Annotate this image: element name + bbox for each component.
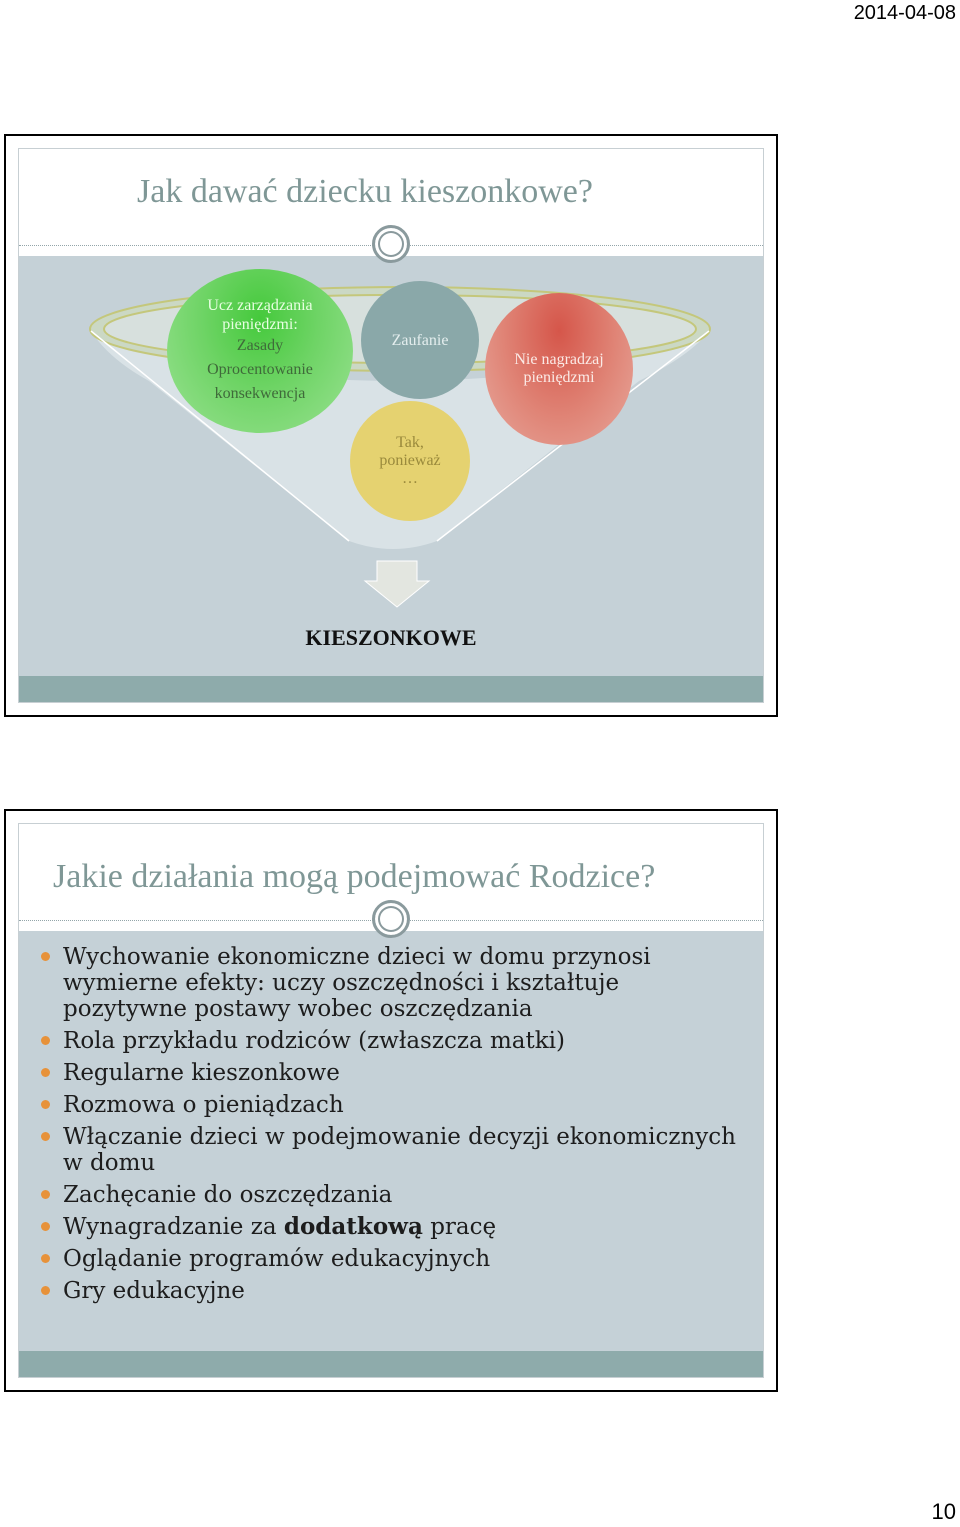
slide-1 [4,134,778,717]
slide-1-frame [18,148,764,703]
slide-1-title: Jak dawać dziecku kieszonkowe? [137,173,593,210]
list-item-text: Wynagradzanie za [63,1214,277,1240]
circle-no-money-reward [485,293,633,445]
list-item: Oglądanie programów edukacyjnych [41,1246,743,1272]
title-ring-ornament [372,225,410,263]
circle-trust [361,281,479,399]
list-item-emphasis: dodatkową [283,1213,423,1240]
slide-2-frame [18,823,764,1378]
list-item: Zachęcanie do oszczędzania [41,1182,743,1208]
list-item: Rola przykładu rodziców (zwłaszcza matki) [41,1028,743,1054]
circle-manage-money-line: konsekwencja [214,385,306,402]
slide-2 [4,809,778,1392]
circle-no-money-reward-label: Nie nagradzaj pieniędzmi [514,351,604,386]
down-arrow [365,561,429,607]
slide-2-footer-band [19,1351,763,1377]
list-item: Rozmowa o pieniądzach [41,1092,743,1118]
list-item: Wychowanie ekonomiczne dzieci w domu przynosi wymierne efekty: uczy oszczędności i kształtuje pozytywne postawy wobec oszczędzania [41,944,743,1022]
circle-yes-because [350,401,470,521]
circle-manage-money-title: Ucz zarządzania pieniędzmi: [207,297,313,333]
slide-2-title: Jakie działania mogą podejmować Rodzice? [53,858,656,895]
parent-actions-list [41,944,743,1310]
page-number: 10 [931,1499,956,1524]
list-item: Gry edukacyjne [41,1278,743,1304]
circle-manage-money-line: Zasady [236,337,284,354]
list-item [41,1214,743,1240]
funnel-result-label: KIESZONKOWE [305,625,477,650]
list-item-text: pracę [430,1214,497,1240]
page-date: 2014-04-08 [853,2,956,24]
list-item: Włączanie dzieci w podejmowanie decyzji ekonomicznych w domu [41,1124,743,1176]
circle-trust-label: Zaufanie [391,331,449,349]
circle-manage-money-line: Oprocentowanie [207,361,313,378]
list-item: Regularne kieszonkowe [41,1060,743,1086]
circle-yes-because-label: Tak, ponieważ … [379,434,441,487]
title-ring-ornament [372,900,410,938]
circle-manage-money [167,269,353,433]
